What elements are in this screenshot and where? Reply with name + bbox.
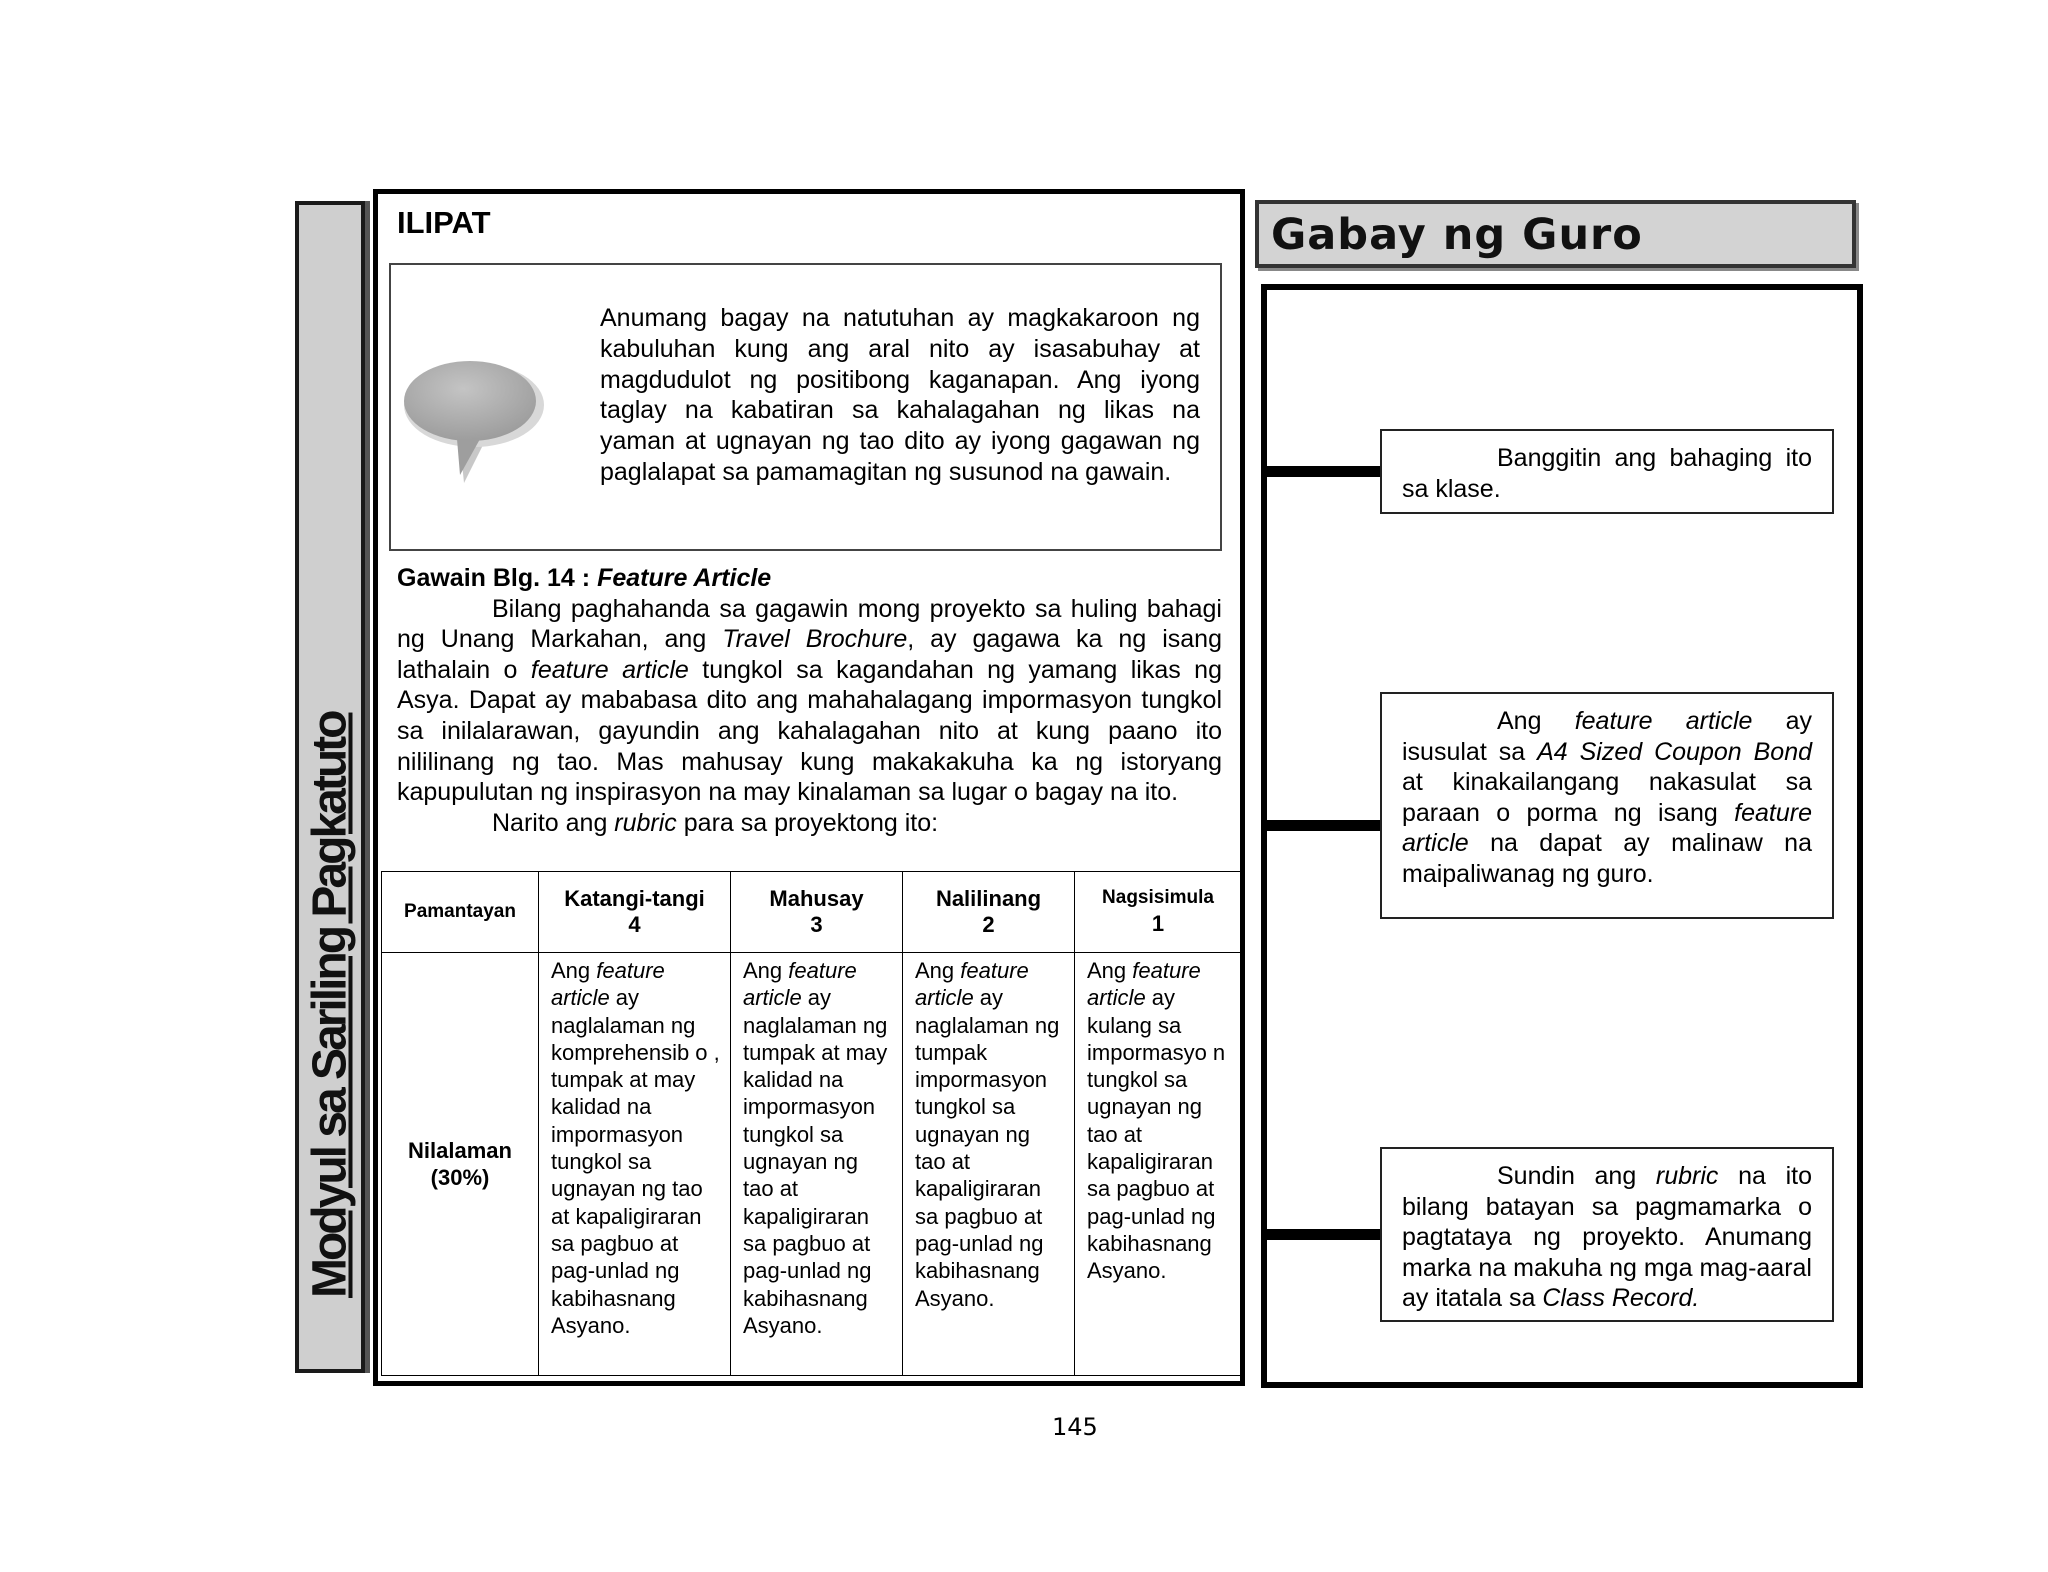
guide-note-2: Ang feature article ay isusulat sa A4 Sized Coupon Bond at kinakailangang nakasulat sa paraan o porma ng isang feature article na dapat ay malinaw na maipaliwanag ng guro. (1380, 692, 1834, 919)
section-title: ILIPAT (397, 205, 491, 240)
rubric-cell-4: Ang feature article ay naglalaman ng komprehensib o , tumpak at may kalidad na impormasyon tungkol sa ugnayan ng tao at kapaligiraran sa pagbuo at pag-unlad ng kabihasnang Asyano. (539, 953, 731, 1376)
intro-text: Anumang bagay na natutuhan ay magkakaroon ng kabuluhan kung ang aral nito ay isasabuhay at magdudulot ng positibong kaganapan. Ang iyong taglay na kabatiran sa kahalagahan ng likas na yaman at ugnayan ng tao dito ay iyong gagawan ng paglalapat sa pamamagitan ng susunod na gawain. (600, 304, 1200, 486)
header-pamantayan: Pamantayan (382, 872, 539, 953)
guide-title: Gabay ng Guro (1271, 210, 1643, 260)
header-katangi-tangi: Katangi-tangi 4 (539, 872, 731, 953)
activity-body: Bilang paghahanda sa gagawin mong proyekto sa huling bahagi ng Unang Markahan, ang Travel Brochure, ay gagawa ka ng isang lathalain o feature article tungkol sa kagandahan ng yamang likas ng Asya. Dapat ay mababasa dito ang mahahalagang impormasyon tungkol sa inilalarawan, gayundin ang kahalagahan nito at kung paano ito nililinang ng tao. Mas mahusay kung makakakuha ka ng istoryang kapupulutan ng inspirasyon na may kinalaman sa lugar o bagay na ito. (397, 594, 1222, 807)
page-number: 145 (1052, 1413, 1098, 1441)
sidebar-label: Modyul sa Sariling Pagkatuto (303, 712, 357, 1298)
guide-header (1255, 200, 1856, 268)
guide-note-3: Sundin ang rubric na ito bilang batayan sa pagmamarka o pagtataya ng proyekto. Anumang marka na makuha ng mga mag-aaral ay itatala sa Class Record. (1380, 1147, 1834, 1322)
rubric-cell-2: Ang feature article ay naglalaman ng tumpak impormasyon tungkol sa ugnayan ng tao at kapaligiraran sa pagbuo at pag-unlad ng kabihasnang Asyano. (903, 953, 1075, 1376)
activity-title: Gawain Blg. 14 : Feature Article (397, 564, 772, 592)
connector-line (1267, 820, 1380, 831)
rubric-cell-1: Ang feature article ay kulang sa impormasyo n tungkol sa ugnayan ng tao at kapaligiraran sa pagbuo at pag-unlad ng kabihasnang Asyano. (1075, 953, 1242, 1376)
table-header-row (382, 872, 1242, 953)
table-row (382, 953, 1242, 1376)
speech-bubble-icon (402, 355, 552, 495)
connector-line (1267, 1229, 1380, 1240)
connector-line (1267, 466, 1380, 477)
header-nagsisimula: Nagsisimula 1 (1075, 872, 1242, 953)
activity-section (397, 563, 1222, 838)
rubric-intro: Narito ang rubric para sa proyektong ito: (492, 808, 939, 837)
header-mahusay: Mahusay 3 (731, 872, 903, 953)
criterion-cell: Nilalaman (30%) (382, 953, 539, 1376)
rubric-table (381, 871, 1242, 1376)
rubric-cell-3: Ang feature article ay naglalaman ng tumpak at may kalidad na impormasyon tungkol sa ugnayan ng tao at kapaligiraran sa pagbuo at pag-unlad ng kabihasnang Asyano. (731, 953, 903, 1376)
guide-note-1: Banggitin ang bahaging ito sa klase. (1380, 429, 1834, 514)
module-sidebar (295, 201, 365, 1373)
header-nalilinang: Nalilinang 2 (903, 872, 1075, 953)
